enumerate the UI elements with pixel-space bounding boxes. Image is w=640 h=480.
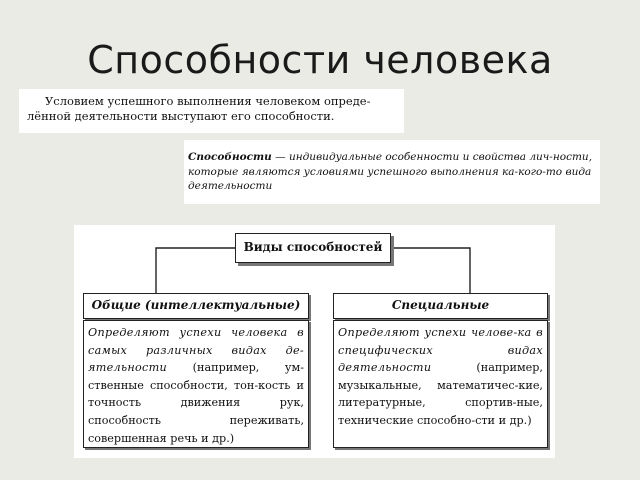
general-emphasis: Определяют успехи человека в самых различных видах де-ятельности bbox=[88, 326, 304, 375]
definition-text-image bbox=[184, 140, 600, 204]
general-abilities-heading: Общие (интеллектуальные) bbox=[83, 293, 309, 319]
general-abilities-description bbox=[83, 320, 309, 448]
intro-line-2: лённой деятельности выступают его способности. bbox=[27, 109, 335, 123]
special-rest: (например, музыкальные, математичес-кие, литературные, спортив-ные, технические способно-сти и др.) bbox=[338, 361, 543, 427]
slide-title: Способности человека bbox=[87, 38, 553, 82]
definition-term: Способности bbox=[188, 151, 272, 163]
connector-left bbox=[156, 248, 235, 293]
definition-text: индивидуальные особенности и свойства лич-ности, которые являются условиями успешного выполнения ка-кого-то вида деятельности bbox=[188, 151, 593, 192]
definition-dash: — bbox=[271, 151, 289, 163]
abilities-diagram bbox=[74, 225, 555, 458]
special-abilities-description bbox=[333, 320, 548, 448]
special-emphasis: Определяют успехи челове-ка в специфических видах деятельности bbox=[338, 326, 543, 375]
special-abilities-heading: Специальные bbox=[333, 293, 548, 319]
connector-right bbox=[391, 248, 470, 293]
intro-line-1: Условием успешного выполнения человеком опреде- bbox=[45, 94, 371, 108]
general-rest: (например, ум-ственные способности, тон-кость и точность движения рук, способность переживать, совершенная речь и др.) bbox=[88, 361, 304, 445]
intro-text-image bbox=[19, 89, 404, 133]
diagram-title: Виды способностей bbox=[235, 233, 391, 263]
